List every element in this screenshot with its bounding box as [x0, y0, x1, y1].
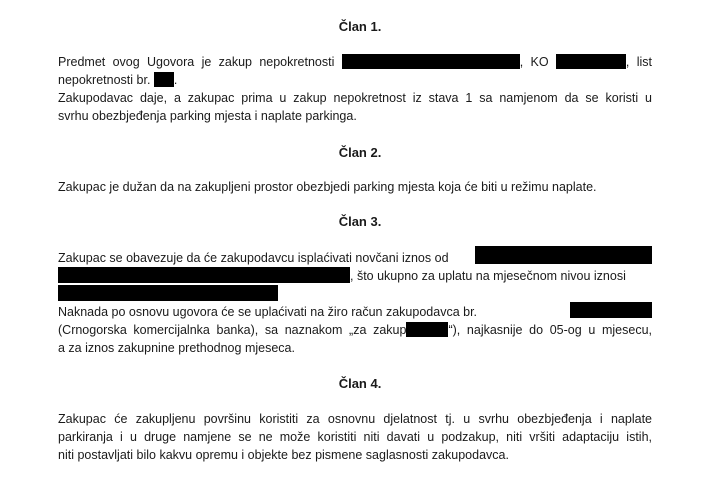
article-1-period: .: [173, 73, 178, 87]
article-1-text-ko: , KO: [519, 55, 549, 69]
redaction-block: [556, 54, 626, 69]
article-3-line-5: [58, 321, 652, 339]
redaction-block: [58, 267, 350, 283]
article-3-text-deadline: “), najkasnije do 05-og u mjesecu,: [448, 323, 652, 337]
redaction-block: [58, 285, 278, 301]
article-3-line-3: [58, 285, 652, 303]
redaction-block: [342, 54, 520, 69]
article-1-heading: Član 1.: [338, 19, 382, 34]
article-4-line-3: niti postavljati bilo kakvu opremu i objekte bez pismene saglasnosti zakupodavca.: [58, 448, 509, 462]
article-3-heading: Član 3.: [338, 214, 382, 229]
article-3-line-2: [58, 267, 652, 285]
article-1-line-1: [58, 53, 652, 71]
article-4-heading: Član 4.: [338, 376, 382, 391]
article-4-line-2: parkiranja i u druge namjene se ne može koristiti niti davati u podzakup, niti vršiti adaptaciju istih,: [58, 430, 652, 444]
article-3-text-payment: Naknada po osnovu ugovora će se uplaćivati na žiro račun zakupodavca br.: [58, 305, 478, 319]
redaction-block: [475, 246, 652, 264]
article-2-line-1: Zakupac je dužan da na zakupljeni prostor obezbjedi parking mjesta koja će biti u režimu naplate.: [58, 180, 597, 194]
redaction-block: [154, 72, 174, 87]
article-3-line-1: [58, 249, 652, 267]
article-1-text-parcel: nepokretnosti br.: [58, 73, 151, 87]
article-1-line-4: svrhu obezbjeđenja parking mjesta i naplate parkinga.: [58, 109, 357, 123]
article-4-line-1: Zakupac će zakupljenu površinu koristiti za osnovnu djelatnost tj. u svrhu obezbjeđenja i naplate: [58, 412, 652, 426]
article-1-line-2: [58, 71, 652, 89]
article-1-line-3: Zakupodavac daje, a zakupac prima u zakup nepokretnost iz stava 1 sa namjenom da se koristi u: [58, 91, 652, 105]
article-3-line-4: [58, 303, 652, 321]
article-3-text-bank: (Crnogorska komercijalnka banka), sa naznakom „za zakup: [58, 323, 407, 337]
article-3-text-monthly: , što ukupno za uplatu na mjesečnom nivou iznosi: [350, 269, 626, 283]
redaction-block: [406, 322, 448, 337]
redaction-block: [570, 302, 652, 318]
article-3-text-amount: Zakupac se obavezuje da će zakupodavcu isplaćivati novčani iznos od: [58, 251, 449, 265]
article-2-heading: Član 2.: [338, 145, 382, 160]
article-3-line-6: a za iznos zakupnine prethodnog mjeseca.: [58, 341, 295, 355]
article-1-text-property: Predmet ovog Ugovora je zakup nepokretnosti: [58, 55, 335, 69]
article-1-text-list: , list: [625, 55, 652, 69]
